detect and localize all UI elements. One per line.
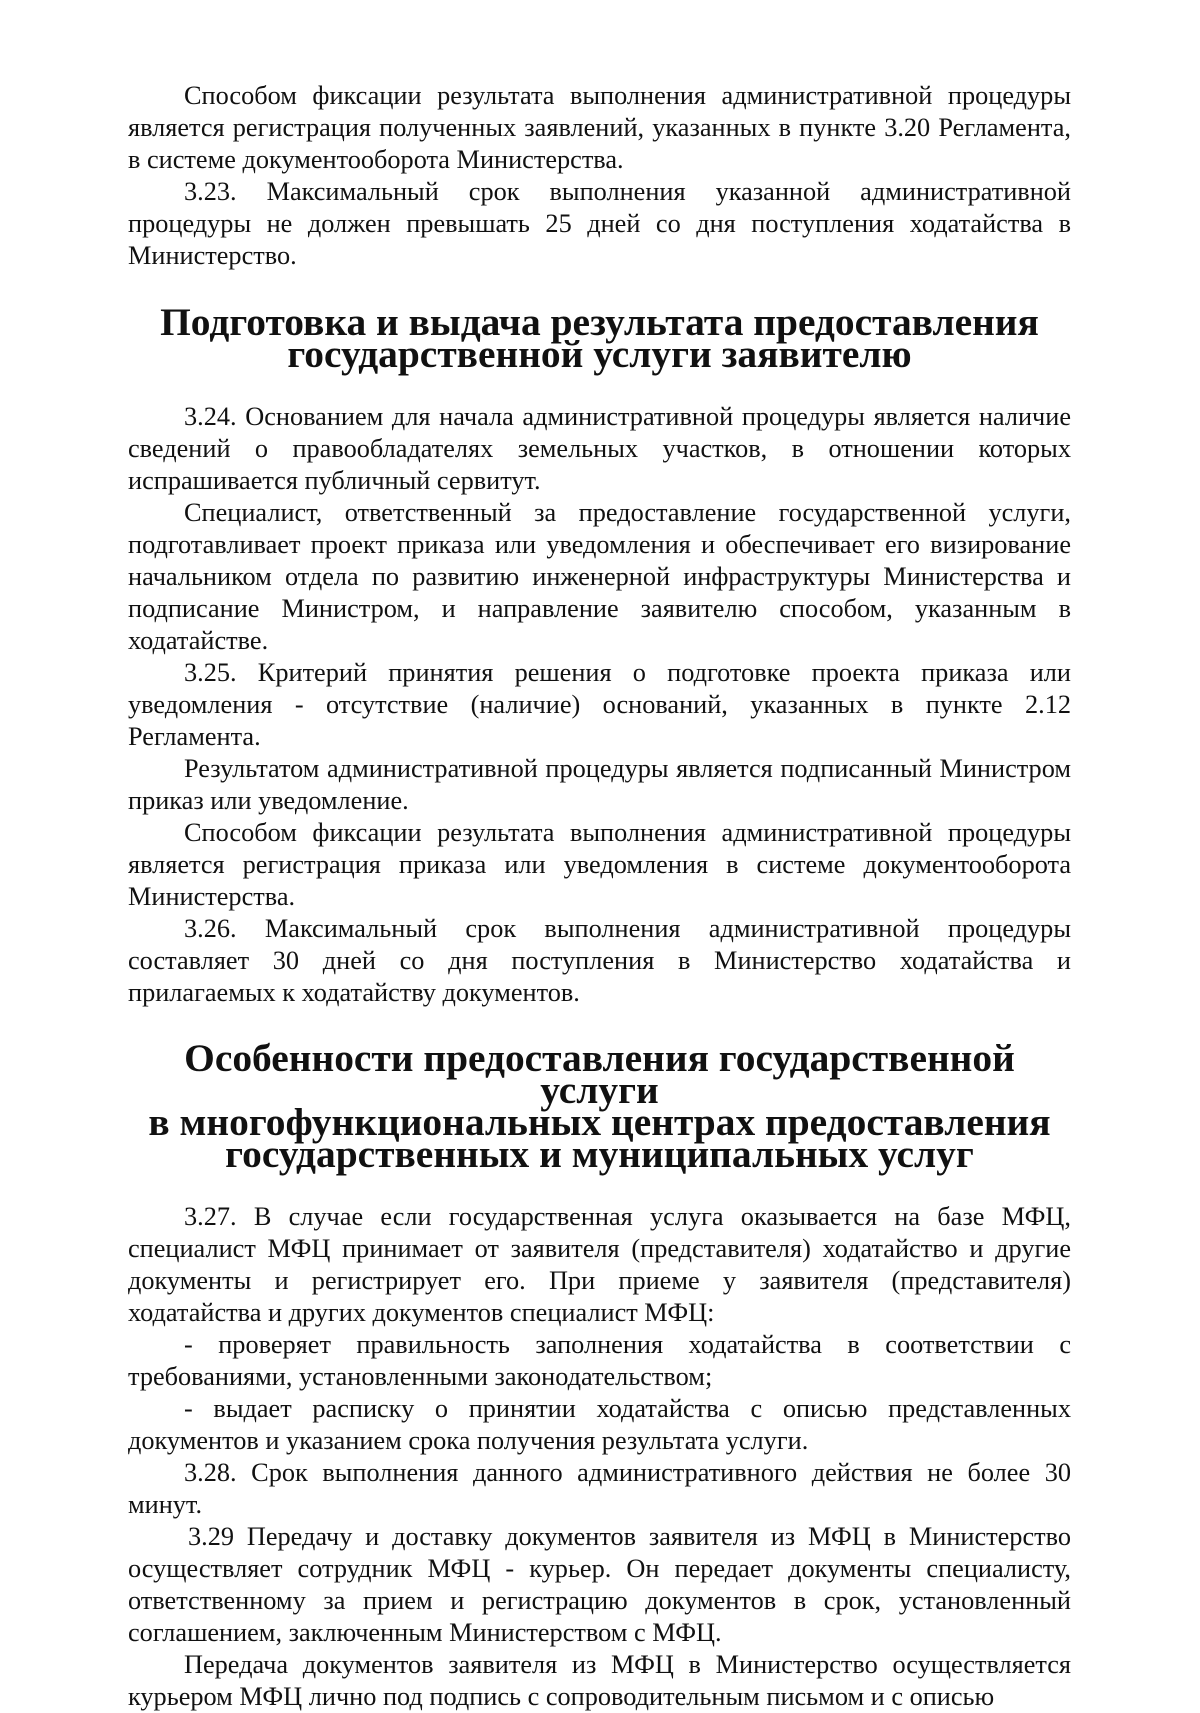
- list-item-check: - проверяет правильность заполнения ходатайства в соответствии с требованиями, установленными законодательством;: [128, 1330, 1071, 1391]
- heading-line: Особенности предоставления государственной услуги: [184, 1036, 1015, 1112]
- paragraph-3-29: 3.29 Передачу и доставку документов заявителя из МФЦ в Министерство осуществляет сотрудник МФЦ - курьер. Он передает документы специалисту, ответственному за прием и регистрацию документов в срок, установленный соглашением, заключенным Министерством с МФЦ.: [128, 1522, 1071, 1647]
- heading-line: государственной услуги заявителю: [287, 332, 912, 376]
- section-heading-preparation: [128, 300, 1071, 376]
- list-item-receipt: - выдает расписку о принятии ходатайства с описью представленных документов и указанием срока получения результата услуги.: [128, 1394, 1071, 1455]
- paragraph-3-27: 3.27. В случае если государственная услуга оказывается на базе МФЦ, специалист МФЦ принимает от заявителя (представителя) ходатайство и другие документы и регистрирует его. При приеме у заявителя (представителя) ходатайства и других документов специалист МФЦ:: [128, 1202, 1071, 1327]
- paragraph-fixation-method: Способом фиксации результата выполнения административной процедуры является регистрация полученных заявлений, указанных в пункте 3.20 Регламента, в системе документооборота Министерства.: [128, 81, 1071, 174]
- heading-line: государственных и муниципальных услуг: [225, 1132, 974, 1176]
- paragraph-3-23: 3.23. Максимальный срок выполнения указанной административной процедуры не должен превышать 25 дней со дня поступления ходатайства в Министерство.: [128, 177, 1071, 270]
- paragraph-specialist: Специалист, ответственный за предоставление государственной услуги, подготавливает проект приказа или уведомления и обеспечивает его визирование начальником отдела по развитию инженерной инфраструктуры Министерства и подписание Министром, и направление заявителю способом, указанным в ходатайстве.: [128, 498, 1071, 655]
- paragraph-3-26: 3.26. Максимальный срок выполнения административной процедуры составляет 30 дней со дня поступления в Министерство ходатайства и прилагаемых к ходатайству документов.: [128, 914, 1071, 1007]
- paragraph-fixation-method-2: Способом фиксации результата выполнения административной процедуры является регистрация приказа или уведомления в системе документооборота Министерства.: [128, 818, 1071, 911]
- heading-line: Подготовка и выдача результата предоставления: [160, 300, 1039, 344]
- document-page: [128, 80, 1071, 1713]
- paragraph-transfer: Передача документов заявителя из МФЦ в Министерство осуществляется курьером МФЦ лично под подпись с сопроводительным письмом и с описью: [128, 1650, 1071, 1711]
- heading-line: в многофункциональных центрах предоставления: [148, 1100, 1051, 1144]
- paragraph-3-28: 3.28. Срок выполнения данного административного действия не более 30 минут.: [128, 1458, 1071, 1519]
- paragraph-3-24: 3.24. Основанием для начала административной процедуры является наличие сведений о правообладателях земельных участков, в отношении которых испрашивается публичный сервитут.: [128, 402, 1071, 495]
- section-heading-mfc: [128, 1036, 1071, 1176]
- paragraph-result: Результатом административной процедуры является подписанный Министром приказ или уведомление.: [128, 754, 1071, 815]
- paragraph-3-25: 3.25. Критерий принятия решения о подготовке проекта приказа или уведомления - отсутствие (наличие) оснований, указанных в пункте 2.12 Регламента.: [128, 658, 1071, 751]
